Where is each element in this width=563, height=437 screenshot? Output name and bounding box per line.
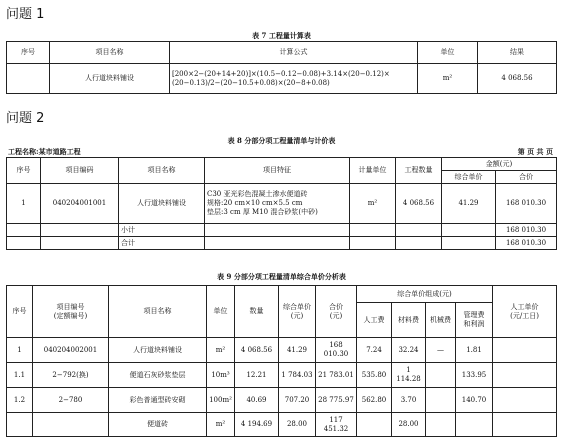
t8-no: 1	[7, 184, 41, 224]
t8-feature	[205, 184, 350, 224]
t9-r0-lup	[493, 338, 557, 363]
t9-r0-name: 人行道块料铺设	[109, 338, 207, 363]
t9-r1-name: 便道石灰砂浆垫层	[109, 363, 207, 388]
t9-h-name: 项目名称	[109, 286, 207, 338]
t8-h-unit-price: 综合单价	[442, 171, 496, 184]
table7	[6, 41, 557, 94]
t7-formula	[170, 64, 418, 94]
table9-caption: 表 9 分部分项工程量清单综合单价分析表	[217, 272, 346, 281]
t9-r3-no	[7, 413, 33, 437]
t9-r2-mgmt: 140.70	[456, 388, 493, 413]
t8-h-code: 项目编码	[41, 158, 119, 184]
t9-r3-machine	[426, 413, 456, 437]
t9-r1-total: 21 783.01	[316, 363, 357, 388]
t7-h-unit: 单位	[418, 42, 478, 64]
t9-r1-qty: 12.21	[235, 363, 279, 388]
t8-h-feature: 项目特征	[205, 158, 350, 184]
t8-feature-line3: 垫层:3 cm 厚 M10 混合砂浆(中砂)	[207, 207, 318, 216]
t9-h-total	[316, 286, 357, 338]
t9-r3-unit: m²	[207, 413, 235, 437]
t8-total: 168 010.30	[496, 184, 557, 224]
t9-r0-machine: —	[426, 338, 456, 363]
t7-result: 4 068.56	[478, 64, 557, 94]
t9-h-labor: 人工费	[357, 303, 392, 338]
t9-h-no: 序号	[7, 286, 33, 338]
t9-r2-code: 2−780	[33, 388, 109, 413]
t9-h-lup-l2: (元/工日)	[510, 311, 539, 320]
t7-no	[7, 64, 50, 94]
t9-h-up-l2: (元)	[290, 311, 304, 320]
t8-grandtotal: 168 010.30	[496, 237, 557, 250]
t9-r1-up: 1 784.03	[279, 363, 316, 388]
table8-caption: 表 8 分部分项工程量清单与计价表	[227, 136, 336, 145]
t8-h-no: 序号	[7, 158, 41, 184]
t9-r2-labor: 562.80	[357, 388, 392, 413]
t9-r2-qty: 40.69	[235, 388, 279, 413]
t9-h-mgmt-l2: 和利润	[463, 320, 485, 328]
t9-r1-material: 1 114.28	[392, 363, 426, 388]
t9-r1-lup	[493, 363, 557, 388]
t8-h-qty: 工程数量	[396, 158, 442, 184]
t7-name: 人行道块料铺设	[50, 64, 170, 94]
t7-formula-line2: (20−0.13)/2−(20−10.5+0.08)×(20−8+0.08)	[172, 78, 330, 87]
t9-r2-lup	[493, 388, 557, 413]
table9	[6, 285, 557, 437]
t9-r1-no: 1.1	[7, 363, 33, 388]
page-counter: 第 页 共 页	[517, 147, 553, 156]
t9-r1-code: 2−792(换)	[33, 363, 109, 388]
t9-r0-up: 41.29	[279, 338, 316, 363]
t8-grandtotal-label: 合计	[119, 237, 205, 250]
t9-r1-unit: 10m³	[207, 363, 235, 388]
t9-r0-unit: m²	[207, 338, 235, 363]
t7-h-no: 序号	[7, 42, 50, 64]
table-row	[7, 413, 557, 437]
t9-r2-no: 1.2	[7, 388, 33, 413]
t9-h-up	[279, 286, 316, 338]
t9-r3-qty: 4 194.69	[235, 413, 279, 437]
t8-code: 040204001001	[41, 184, 119, 224]
t9-h-material: 材料费	[392, 303, 426, 338]
t9-h-code	[33, 286, 109, 338]
t7-h-result: 结果	[478, 42, 557, 64]
t9-r0-labor: 7.24	[357, 338, 392, 363]
t9-r0-mgmt: 1.81	[456, 338, 493, 363]
t8-h-total: 合价	[496, 171, 557, 184]
t9-h-lup-l1: 人工单价	[510, 302, 539, 311]
table-row	[7, 363, 557, 388]
t7-h-formula: 计算公式	[170, 42, 418, 64]
t9-h-labor-unit-price	[493, 286, 557, 338]
project-name: 工程名称:某市道路工程	[8, 147, 81, 156]
table8	[6, 157, 557, 250]
t8-unit: m²	[350, 184, 396, 224]
t7-formula-line1: [200×2−(20+14+20)]×(10.5−0.12−0.08)+3.14×(20−0.12)×	[172, 69, 390, 78]
t9-h-total-l1: 合价	[329, 302, 343, 311]
t8-subtotal: 168 010.30	[496, 224, 557, 237]
t8-unit-price: 41.29	[442, 184, 496, 224]
q1-heading: 问题 1	[6, 7, 45, 22]
t9-r3-labor	[357, 413, 392, 437]
t9-r2-name: 彩色普通型砖安砌	[109, 388, 207, 413]
t9-r1-mgmt: 133.95	[456, 363, 493, 388]
t9-h-mgmt-l1: 管理费	[463, 311, 485, 320]
t9-h-total-l2: (元)	[329, 311, 343, 320]
t9-h-code-l1: 项目编号	[56, 302, 85, 311]
t9-r3-material: 28.00	[392, 413, 426, 437]
t9-r2-up: 707.20	[279, 388, 316, 413]
t9-r0-total: 168 010.30	[316, 338, 357, 363]
t9-r3-mgmt	[456, 413, 493, 437]
t8-h-amount: 金额(元)	[442, 158, 557, 171]
t8-h-name: 项目名称	[119, 158, 205, 184]
t9-r2-machine	[426, 388, 456, 413]
t7-unit: m²	[418, 64, 478, 94]
table-row	[7, 388, 557, 413]
t9-r3-lup	[493, 413, 557, 437]
t7-h-name: 项目名称	[50, 42, 170, 64]
t9-r0-code: 040204002001	[33, 338, 109, 363]
t9-h-mgmt	[456, 303, 493, 338]
t8-subtotal-label: 小计	[119, 224, 205, 237]
q2-heading: 问题 2	[6, 111, 45, 126]
t8-name: 人行道块料铺设	[119, 184, 205, 224]
t9-h-qty: 数量	[235, 286, 279, 338]
t9-r2-unit: 100m²	[207, 388, 235, 413]
t9-r1-machine	[426, 363, 456, 388]
t8-feature-line1: C30 亚光彩色混凝土渗水便道砖	[207, 190, 308, 199]
t9-r0-material: 32.24	[392, 338, 426, 363]
t9-r0-qty: 4 068.56	[235, 338, 279, 363]
t8-feature-line2: 规格:20 cm×10 cm×5.5 cm	[207, 199, 303, 208]
t9-r3-up: 28.00	[279, 413, 316, 437]
t8-qty: 4 068.56	[396, 184, 442, 224]
t9-r3-name: 便道砖	[109, 413, 207, 437]
t9-r3-code	[33, 413, 109, 437]
t9-h-unit: 单位	[207, 286, 235, 338]
t9-h-machine: 机械费	[426, 303, 456, 338]
t9-r2-total: 28 775.97	[316, 388, 357, 413]
t8-h-unit: 计量单位	[350, 158, 396, 184]
t9-h-code-l2: (定额编号)	[53, 311, 88, 320]
table7-caption: 表 7 工程量计算表	[252, 31, 311, 40]
t9-r0-no: 1	[7, 338, 33, 363]
table-row	[7, 338, 557, 363]
t9-r1-labor: 535.80	[357, 363, 392, 388]
t9-r3-total: 117 451.32	[316, 413, 357, 437]
t9-h-composition: 综合单价组成(元)	[357, 286, 493, 303]
t9-h-up-l1: 综合单价	[283, 302, 311, 311]
t9-r2-material: 3.70	[392, 388, 426, 413]
